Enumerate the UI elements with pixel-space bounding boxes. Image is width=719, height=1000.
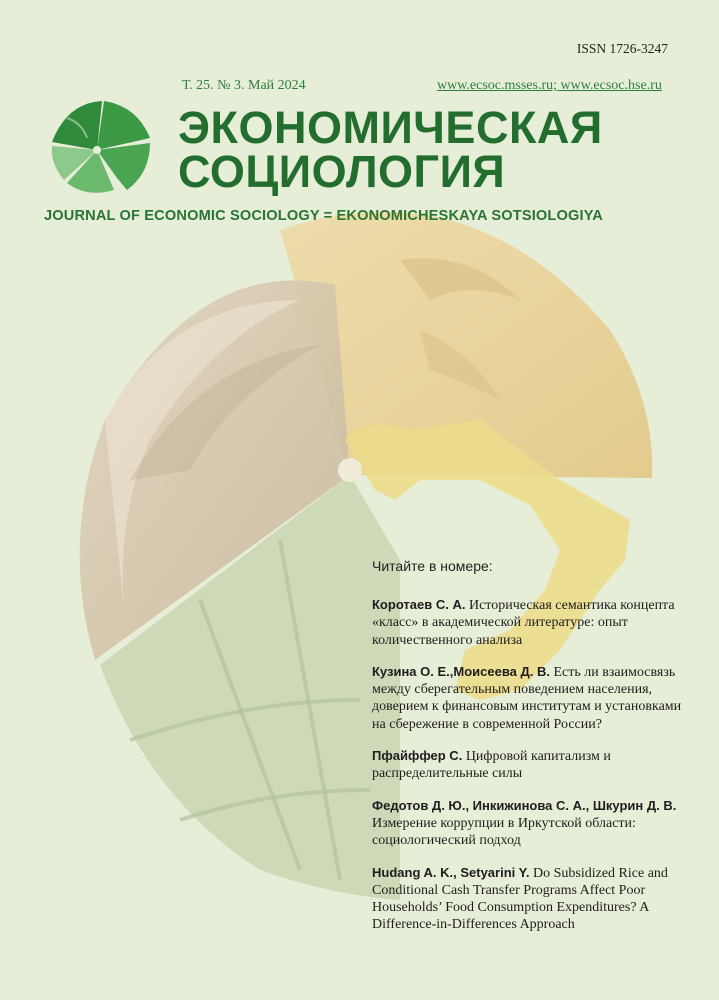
article-authors: Федотов Д. Ю., Инкижинова С. А., Шкурин Д. В.	[372, 797, 677, 813]
article-authors: Кузина О. Е.,Моисеева Д. В.	[372, 663, 550, 679]
article-entry[interactable]	[372, 864, 692, 934]
issue-info: Т. 25. № 3. Май 2024	[182, 78, 306, 93]
journal-title-line-1: ЭКОНОМИЧЕСКАЯ	[178, 102, 603, 153]
article-authors: Hudang A. K., Setyarini Y.	[372, 864, 530, 880]
article-entry[interactable]	[372, 663, 692, 733]
article-title: Есть ли взаимосвязь между сберегательным поведением населения, доверием к финансовым институтам и установками на сбережение в современной России?	[372, 664, 682, 732]
journal-logo-icon	[42, 98, 156, 196]
article-authors: Пфайффер С.	[372, 748, 463, 764]
article-entry[interactable]	[372, 797, 692, 850]
contents-heading: Читайте в номере:	[372, 558, 493, 574]
article-title: Цифровой капитализм и распределительные силы	[372, 749, 611, 782]
article-entry[interactable]	[372, 747, 692, 783]
article-title: Do Subsidized Rice and Conditional Cash Transfer Programs Affect Poor Households’ Food Consumption Expenditures? A Difference-in-Differences Approach	[372, 865, 668, 933]
journal-title-line-2: СОЦИОЛОГИЯ	[178, 146, 506, 197]
article-title: Историческая семантика концепта «класс» в академической литературе: опыт количественного анализа	[372, 598, 675, 648]
article-title: Измерение коррупции в Иркутской области: социологический подход	[372, 815, 636, 849]
website-links[interactable]: www.ecsoc.msses.ru; www.ecsoc.hse.ru	[437, 78, 662, 93]
article-entry[interactable]	[372, 596, 692, 649]
journal-subtitle: JOURNAL OF ECONOMIC SOCIOLOGY = EKONOMICHESKAYA SOTSIOLOGIYA	[44, 208, 603, 224]
issn-number: ISSN 1726-3247	[576, 41, 668, 56]
table-of-contents	[372, 558, 692, 948]
article-authors: Коротаев С. А.	[372, 597, 466, 612]
